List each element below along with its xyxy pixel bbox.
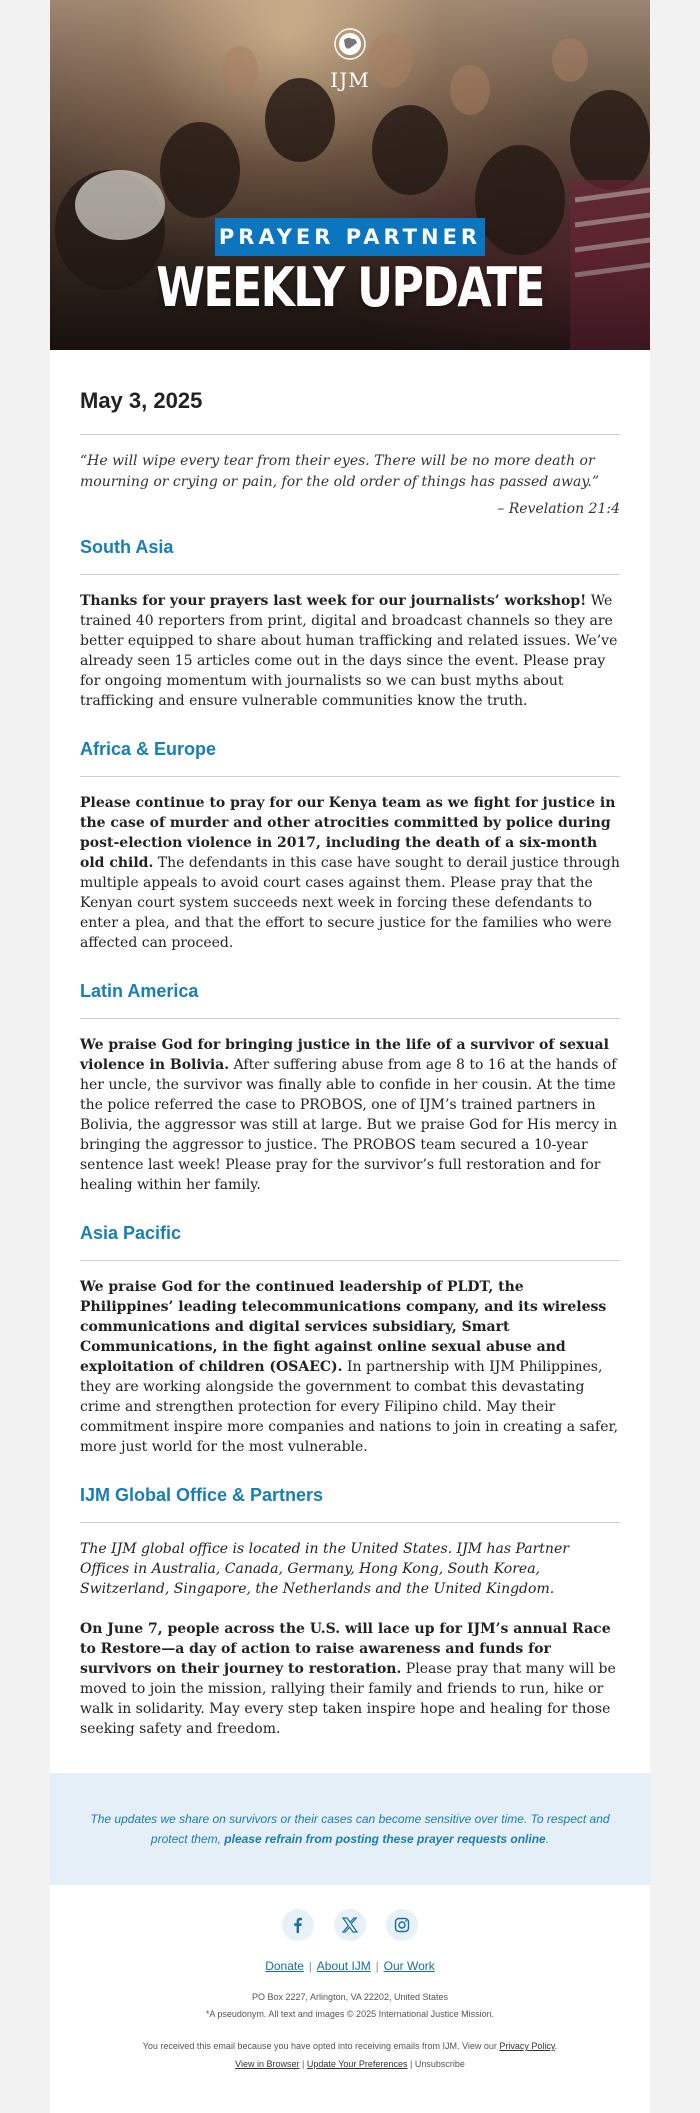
- about-ijm-link[interactable]: About IJM: [316, 1959, 371, 1973]
- paragraph-lead: We praise God for bringing justice in the life of a survivor of sexual violence in Bolivia.: [80, 1037, 609, 1073]
- footer-legal: [80, 2037, 620, 2073]
- link-separator: |: [375, 1961, 379, 1973]
- paragraph-body: After suffering abuse from age 8 to 16 at the hands of her uncle, the survivor was finally able to confide in her cousin. At the time the police referred the case to PROBOS, one of IJM’s trained partners in Bolivia, the aggressor was still at large. But we praise God for His mercy in bringing the aggressor to justice. The PROBOS team secured a 10-year sentence last week! Please pray for the survivor’s full restoration and for healing within her family.: [80, 1057, 618, 1193]
- divider: [80, 1522, 620, 1523]
- opt-in-text: You received this email because you have opted into receiving emails from IJM. View our: [142, 2041, 500, 2051]
- social-links: [80, 1909, 620, 1941]
- privacy-policy-link[interactable]: Privacy Policy: [499, 2041, 555, 2051]
- pseudonym-note: *A pseudonym. All text and images © 2025 International Justice Mission.: [205, 2009, 495, 2019]
- our-work-link[interactable]: Our Work: [383, 1959, 435, 1973]
- divider: [80, 776, 620, 777]
- global-intro: The IJM global office is located in the United States. IJM has Partner Offices in Australia, Canada, Germany, Hong Kong, South Korea, Switzerland, Singapore, the Netherlands and the United Kingdom.: [80, 1541, 569, 1597]
- donate-link[interactable]: Donate: [265, 1959, 304, 1973]
- notice-emphasis: please refrain from posting these prayer requests online: [224, 1832, 546, 1846]
- notice-text: The updates we share on survivors or their cases can become sensitive over time. To respect and protect them,: [90, 1812, 610, 1846]
- link-separator: |: [308, 1961, 312, 1973]
- paragraph-body: We trained 40 reporters from print, digital and broadcast channels so they are better equipped to share about human trafficking and related issues. We’ve already seen 15 articles come out in the days since the event. Please pray for ongoing momentum with journalists so we can bust myths about trafficking and ensure vulnerable communities know the truth.: [80, 593, 618, 709]
- section-latin-america: [80, 981, 620, 1195]
- period: .: [554, 2041, 558, 2051]
- issue-date: May 3, 2025: [80, 388, 203, 413]
- email-body: [50, 350, 650, 1773]
- manage-links: [80, 2055, 620, 2073]
- footer: [50, 1885, 650, 2113]
- paragraph-body: In partnership with IJM Philippines, they are working alongside the government to combat this devastating crime and strengthen protection for every Filipino child. May their commitment inspire more companies and nations to join in creating a safer, more just world for the most vulnerable.: [80, 1359, 619, 1455]
- paragraph-lead: We praise God for the continued leadership of PLDT, the Philippines’ leading telecommunications company, and its wireless communications and digital services subsidiary, Smart Communications, in the fight against online sexual abuse and exploitation of children (OSAEC).: [80, 1279, 607, 1375]
- paragraph-body: The defendants in this case have sought to derail justice through multiple appeals to avoid court cases against them. Please pray that the Kenyan court system succeeds next week in forcing these defendants to enter a plea, and that the effort to secure justice for the families who were affected can proceed.: [80, 855, 620, 951]
- section-title: Asia Pacific: [80, 1223, 182, 1243]
- globe-icon: [332, 26, 368, 62]
- section-south-asia: [80, 537, 620, 711]
- email-container: [50, 0, 650, 2113]
- scripture-quote: “He will wipe every tear from their eyes. There will be no more death or mourning or crying or pain, for the old order of things has passed away.”: [80, 453, 599, 490]
- divider: [80, 434, 620, 435]
- section-title: IJM Global Office & Partners: [80, 1485, 324, 1505]
- pipe-separator: |: [409, 2059, 413, 2069]
- unsubscribe-link[interactable]: Unsubscribe: [414, 2059, 465, 2069]
- section-paragraph: [80, 1619, 620, 1739]
- facebook-icon[interactable]: [282, 1909, 314, 1941]
- divider: [80, 1260, 620, 1261]
- view-in-browser-link[interactable]: View in Browser: [235, 2059, 300, 2069]
- hero-banner: [50, 0, 650, 350]
- ijm-logo: [320, 26, 380, 92]
- opt-in-notice: [80, 2037, 620, 2055]
- paragraph-lead: Thanks for your prayers last week for our journalists’ workshop!: [80, 593, 587, 609]
- prayer-partner-badge: PRAYER PARTNER: [215, 218, 485, 256]
- section-title: South Asia: [80, 537, 174, 557]
- section-paragraph: [80, 793, 620, 953]
- update-preferences-link[interactable]: Update Your Preferences: [306, 2059, 408, 2069]
- section-paragraph: [80, 1277, 620, 1457]
- x-icon[interactable]: [334, 1909, 366, 1941]
- scripture-reference: – Revelation 21:4: [497, 501, 620, 517]
- section-asia-pacific: [80, 1223, 620, 1457]
- sensitivity-notice: [50, 1773, 650, 1885]
- divider: [80, 1018, 620, 1019]
- divider: [80, 574, 620, 575]
- section-paragraph: [80, 591, 620, 711]
- paragraph-lead: Please continue to pray for our Kenya team as we fight for justice in the case of murder and other atrocities committed by police during post-election violence in 2017, including the death of a six-month old child.: [80, 795, 616, 871]
- footer-links: [80, 1959, 620, 1973]
- section-title: Africa & Europe: [80, 739, 217, 759]
- paragraph-lead: On June 7, people across the U.S. will lace up for IJM’s annual Race to Restore—a day of action to raise awareness and funds for survivors on their journey to restoration.: [80, 1621, 611, 1677]
- section-africa-europe: [80, 739, 620, 953]
- pipe-separator: |: [302, 2059, 305, 2069]
- weekly-update-headline: WEEKLY UPDATE: [156, 256, 544, 319]
- notice-end: .: [545, 1832, 550, 1846]
- logo-text: IJM: [330, 68, 370, 92]
- section-paragraph: [80, 1035, 620, 1195]
- instagram-icon[interactable]: [386, 1909, 418, 1941]
- section-title: Latin America: [80, 981, 199, 1001]
- section-global-office: [80, 1485, 620, 1739]
- footer-address-block: [80, 1989, 620, 2023]
- paragraph-body: Please pray that many will be moved to join the mission, rallying their family and friends to run, hike or walk in solidarity. May every step taken inspire hope and healing for those seeking safety and freedom.: [80, 1661, 616, 1737]
- mailing-address: PO Box 2227, Arlington, VA 22202, United States: [252, 1992, 448, 2002]
